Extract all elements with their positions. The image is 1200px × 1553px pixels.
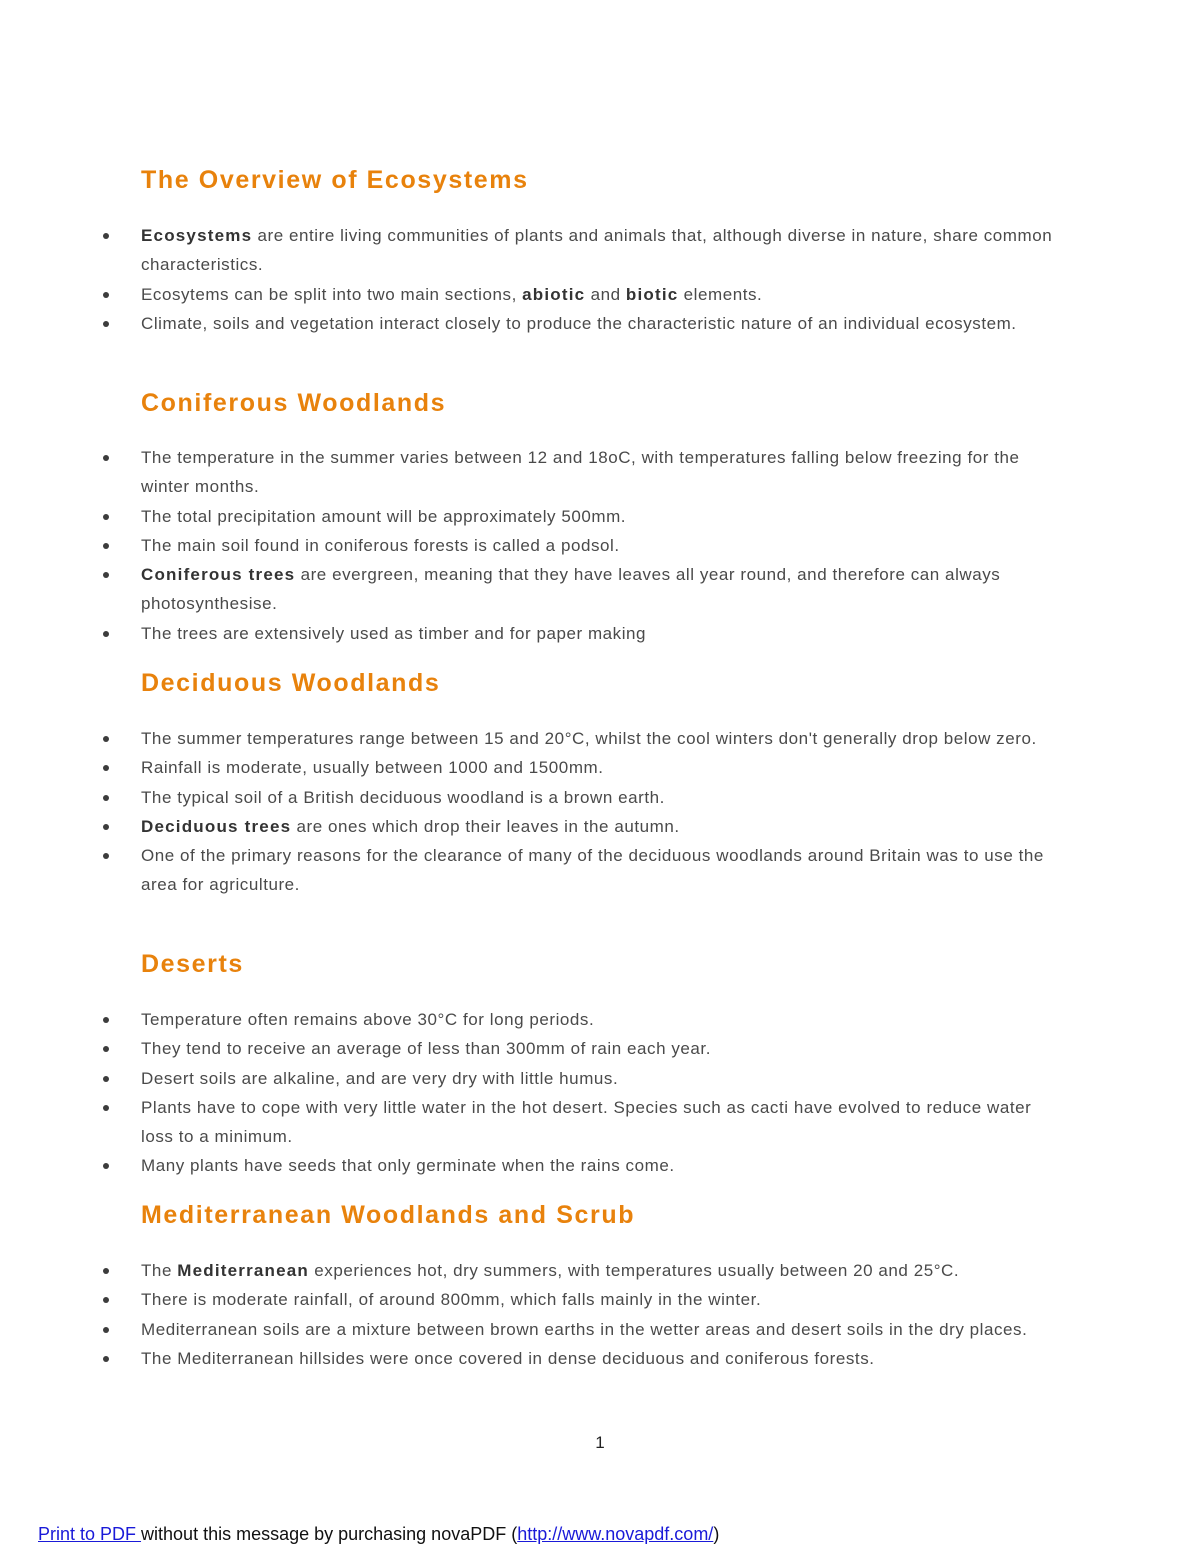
- list-item: Temperature often remains above 30°C for long periods.: [0, 1005, 1061, 1034]
- bullet-icon: [103, 1046, 109, 1052]
- section-heading: Deciduous Woodlands: [141, 669, 441, 697]
- list-item: The typical soil of a British deciduous woodland is a brown earth.: [0, 783, 1061, 812]
- list-item: The trees are extensively used as timber and for paper making: [0, 619, 1061, 648]
- list-item: Climate, soils and vegetation interact closely to produce the characteristic nature of an individual ecosystem.: [0, 309, 1061, 338]
- list-item: Desert soils are alkaline, and are very dry with little humus.: [0, 1064, 1061, 1093]
- bullet-icon: [103, 853, 109, 859]
- bullet-icon: [103, 514, 109, 520]
- list-item: Ecosystems are entire living communities of plants and animals that, although diverse in nature, share common characteristics.: [0, 221, 1061, 280]
- list-item: The Mediterranean hillsides were once covered in dense deciduous and coniferous forests.: [0, 1344, 1061, 1373]
- bullet-list: [0, 443, 1200, 648]
- bullet-icon: [103, 736, 109, 742]
- bullet-icon: [103, 321, 109, 327]
- bullet-icon: [103, 233, 109, 239]
- footer-close-paren: ): [713, 1524, 720, 1544]
- bullet-icon: [103, 455, 109, 461]
- list-item: Deciduous trees are ones which drop their leaves in the autumn.: [0, 812, 1061, 841]
- bullet-icon: [103, 1327, 109, 1333]
- list-item: The summer temperatures range between 15 and 20°C, whilst the cool winters don't generally drop below zero.: [0, 724, 1061, 753]
- list-item: One of the primary reasons for the clearance of many of the deciduous woodlands around Britain was to use the area for agriculture.: [0, 841, 1061, 900]
- bullet-icon: [103, 1163, 109, 1169]
- bullet-icon: [103, 543, 109, 549]
- bullet-icon: [103, 1268, 109, 1274]
- list-item: Coniferous trees are evergreen, meaning that they have leaves all year round, and therefore can always photosynthesise.: [0, 560, 1061, 619]
- bullet-icon: [103, 1076, 109, 1082]
- section-heading: The Overview of Ecosystems: [141, 166, 529, 194]
- list-item: Many plants have seeds that only germinate when the rains come.: [0, 1151, 1061, 1180]
- bullet-list: [0, 1005, 1200, 1181]
- bullet-icon: [103, 1017, 109, 1023]
- bullet-list: [0, 724, 1200, 900]
- pdf-watermark-footer: [38, 1524, 719, 1545]
- list-item: Mediterranean soils are a mixture between brown earths in the wetter areas and desert soils in the dry places.: [0, 1315, 1061, 1344]
- print-to-pdf-link[interactable]: Print to PDF: [38, 1524, 142, 1544]
- section-heading: Deserts: [141, 950, 244, 978]
- bullet-icon: [103, 765, 109, 771]
- list-item: The Mediterranean experiences hot, dry summers, with temperatures usually between 20 and 25°C.: [0, 1256, 1061, 1285]
- bullet-icon: [103, 1356, 109, 1362]
- bullet-icon: [103, 824, 109, 830]
- bullet-icon: [103, 1105, 109, 1111]
- bullet-icon: [103, 572, 109, 578]
- list-item: The main soil found in coniferous forests is called a podsol.: [0, 531, 1061, 560]
- page-number: 1: [595, 1433, 605, 1452]
- footer-message: without this message by purchasing novaPDF (: [141, 1524, 518, 1544]
- list-item: They tend to receive an average of less than 300mm of rain each year.: [0, 1034, 1061, 1063]
- bullet-icon: [103, 795, 109, 801]
- bullet-list: [0, 221, 1200, 338]
- list-item: There is moderate rainfall, of around 800mm, which falls mainly in the winter.: [0, 1285, 1061, 1314]
- list-item: The total precipitation amount will be approximately 500mm.: [0, 502, 1061, 531]
- bullet-list: [0, 1256, 1200, 1373]
- bullet-icon: [103, 292, 109, 298]
- novapdf-url-link[interactable]: http://www.novapdf.com/: [517, 1524, 714, 1544]
- bullet-icon: [103, 631, 109, 637]
- list-item: Plants have to cope with very little water in the hot desert. Species such as cacti have evolved to reduce water loss to a minimum.: [0, 1093, 1061, 1152]
- list-item: Rainfall is moderate, usually between 1000 and 1500mm.: [0, 753, 1061, 782]
- bullet-icon: [103, 1297, 109, 1303]
- section-heading: Coniferous Woodlands: [141, 389, 447, 417]
- list-item: Ecosytems can be split into two main sections, abiotic and biotic elements.: [0, 280, 1061, 309]
- list-item: The temperature in the summer varies between 12 and 18oC, with temperatures falling below freezing for the winter months.: [0, 443, 1061, 502]
- section-heading: Mediterranean Woodlands and Scrub: [141, 1201, 636, 1229]
